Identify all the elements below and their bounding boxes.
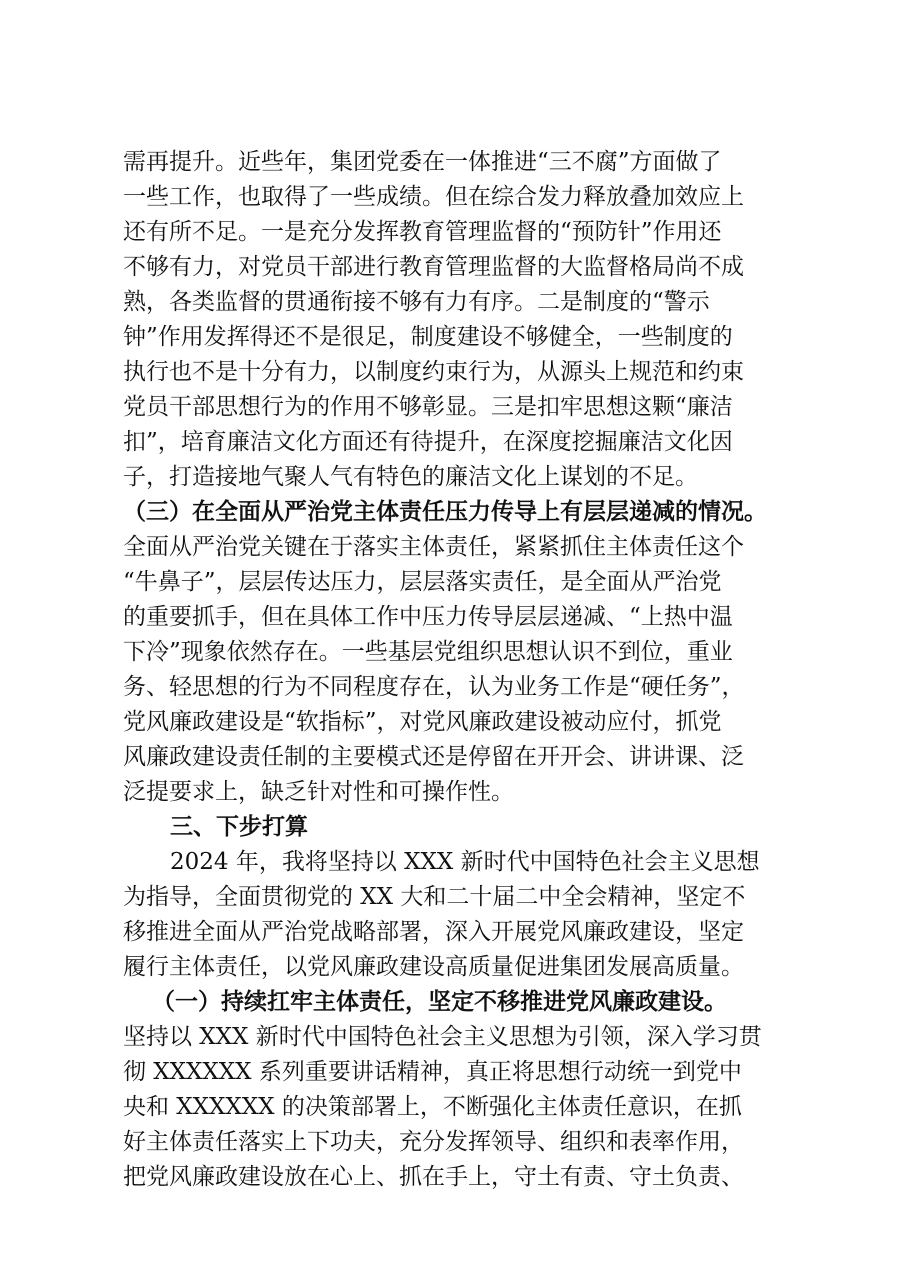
body-text-line: 全面从严治党关键在于落实主体责任，紧紧抓住主体责任这个	[123, 534, 744, 560]
subsection-heading: （一）持续扛牢主体责任，坚定不移推进党风廉政建设。	[152, 988, 727, 1015]
body-text-line: 央和 XXXXXX 的决策部署上，不断强化主体责任意识，在抓	[123, 1094, 742, 1120]
body-text-line: 好主体责任落实上下功夫，充分发挥领导、组织和表率作用，	[123, 1129, 744, 1155]
body-text-line: 泛提要求上，缺乏针对性和可操作性。	[123, 779, 514, 805]
body-text-line: 风廉政建设责任制的主要模式还是停留在开开会、讲讲课、泛	[123, 744, 744, 770]
body-text-line: 党员干部思想行为的作用不够彰显。三是扣牢思想这颗“廉洁	[123, 394, 733, 420]
body-text-line: 钟”作用发挥得还不是很足，制度建设不够健全，一些制度的	[123, 324, 733, 350]
body-text-line: 坚持以 XXX 新时代中国特色社会主义思想为引领，深入学习贯	[123, 1024, 762, 1050]
section-heading: 三、下步打算	[170, 813, 308, 840]
body-text-line: 务、轻思想的行为不同程度存在，认为业务工作是“硬任务”，	[123, 674, 745, 700]
body-text-line: 党风廉政建设是“软指标”，对党风廉政建设被动应付，抓党	[123, 709, 722, 735]
body-text-line: 2024 年，我将坚持以 XXX 新时代中国特色社会主义思想	[170, 849, 760, 875]
body-text-line: 的重要抓手，但在具体工作中压力传导层层递减、“上热中温	[123, 604, 733, 630]
body-text-line: 还有所不足。一是充分发挥教育管理监督的“预防针”作用还	[123, 219, 722, 245]
body-text-line: 把党风廉政建设放在心上、抓在手上，守土有责、守土负责、	[123, 1164, 744, 1190]
body-text-line: 彻 XXXXXX 系列重要讲话精神，真正将思想行动统一到党中	[123, 1059, 742, 1085]
body-text-line: 为指导，全面贯彻党的 XX 大和二十届二中全会精神，坚定不	[123, 884, 746, 910]
body-text-line: 扣”，培育廉洁文化方面还有待提升，在深度挖掘廉洁文化因	[123, 429, 733, 455]
body-text-line: 需再提升。近些年，集团党委在一体推进“三不腐”方面做了	[123, 149, 722, 175]
body-text-line: 下冷”现象依然存在。一些基层党组织思想认识不到位，重业	[123, 639, 733, 665]
body-text-line: 熟，各类监督的贯通衔接不够有力有序。二是制度的“警示	[123, 289, 710, 315]
body-text-line: 不够有力，对党员干部进行教育管理监督的大监督格局尚不成	[123, 254, 744, 280]
body-text-line: “牛鼻子”，层层传达压力，层层落实责任，是全面从严治党	[123, 569, 722, 595]
body-text-line: 执行也不是十分有力，以制度约束行为，从源头上规范和约束	[123, 359, 744, 385]
body-text-line: 一些工作，也取得了一些成绩。但在综合发力释放叠加效应上	[123, 184, 744, 210]
subsection-heading: （三）在全面从严治党主体责任压力传导上有层层递减的情况。	[123, 498, 767, 525]
body-text-line: 子，打造接地气聚人气有特色的廉洁文化上谋划的不足。	[123, 464, 698, 490]
body-text-line: 移推进全面从严治党战略部署，深入开展党风廉政建设，坚定	[123, 919, 744, 945]
body-text-line: 履行主体责任，以党风廉政建设高质量促进集团发展高质量。	[123, 954, 744, 980]
